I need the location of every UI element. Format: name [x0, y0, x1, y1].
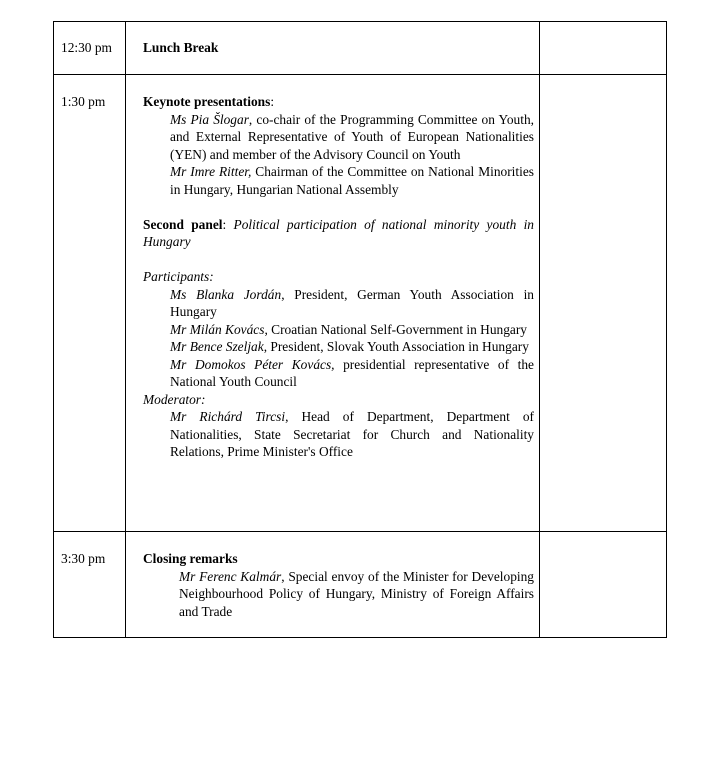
content-cell	[126, 75, 540, 532]
speaker-name: Ms Pia Šlogar	[170, 111, 249, 127]
participant-entry	[143, 338, 534, 356]
participant-entry	[143, 356, 534, 391]
participant-desc: , President, Slovak Youth Association in Hungary	[263, 339, 529, 354]
content-cell	[126, 532, 540, 638]
time-cell	[54, 22, 126, 75]
agenda-row-closing	[54, 532, 667, 638]
participant-desc: , Croatian National Self-Government in Hungary	[264, 321, 528, 337]
moderator-entry	[143, 408, 534, 461]
keynote-heading: Keynote presentations:	[143, 94, 275, 109]
empty-cell	[540, 532, 667, 638]
participant-name: Mr Domokos Péter Kovács,	[170, 356, 335, 372]
speaker-desc: Chairman of the Committee on National Minorities in Hungary, Hungarian National Assembly	[170, 164, 534, 197]
participant-desc: , President, German Youth Association in Hungary	[170, 286, 534, 319]
session-title: Closing remarks	[143, 551, 238, 566]
participant-name: Mr Bence Szeljak	[170, 339, 264, 354]
moderator-desc: , Head of Department, Department of Nationalities, State Secretariat for Church and Nationality Relations, Prime Minister's Office	[170, 409, 534, 459]
content-cell	[126, 22, 540, 75]
participant-name: Mr Milán Kovács	[170, 321, 265, 337]
time-cell	[54, 75, 126, 532]
participant-name: Ms Blanka Jordán	[170, 286, 282, 302]
moderator-label: Moderator:	[143, 391, 206, 407]
agenda-row-keynote	[54, 75, 667, 532]
session-time: 1:30 pm	[61, 94, 106, 109]
participants-label: Participants:	[143, 269, 214, 284]
session-time: 3:30 pm	[61, 551, 106, 566]
empty-cell	[540, 75, 667, 532]
speaker-entry	[143, 568, 534, 621]
speaker-desc: , Special envoy of the Minister for Developing Neighbourhood Policy of Hungary, Ministry of Foreign Affairs and Trade	[179, 568, 534, 619]
participant-desc: presidential representative of the National Youth Council	[170, 356, 534, 389]
time-cell	[54, 532, 126, 638]
empty-cell	[540, 22, 667, 75]
speaker-name: Mr Ferenc Kalmár	[179, 568, 282, 584]
agenda-row-lunch	[54, 22, 667, 75]
session-title: Lunch Break	[143, 40, 219, 55]
panel-heading: Second panel: Political participation of national minority youth in Hungary	[143, 216, 534, 249]
speaker-desc: , co-chair of the Programming Committee on Youth, and External Representative of Youth of European Nationalities (YEN) and member of the Advisory Council on Youth	[170, 111, 534, 162]
participant-entry	[143, 321, 534, 339]
agenda-table	[53, 21, 667, 638]
panel-topic: Political participation of national minority youth in Hungary	[143, 216, 534, 249]
session-time: 12:30 pm	[61, 40, 112, 55]
participant-entry	[143, 286, 534, 321]
moderator-name: Mr Richárd Tircsi	[170, 409, 286, 424]
speaker-entry	[143, 111, 534, 164]
speaker-name: Mr Imre Ritter,	[170, 164, 252, 179]
speaker-entry	[143, 163, 534, 198]
